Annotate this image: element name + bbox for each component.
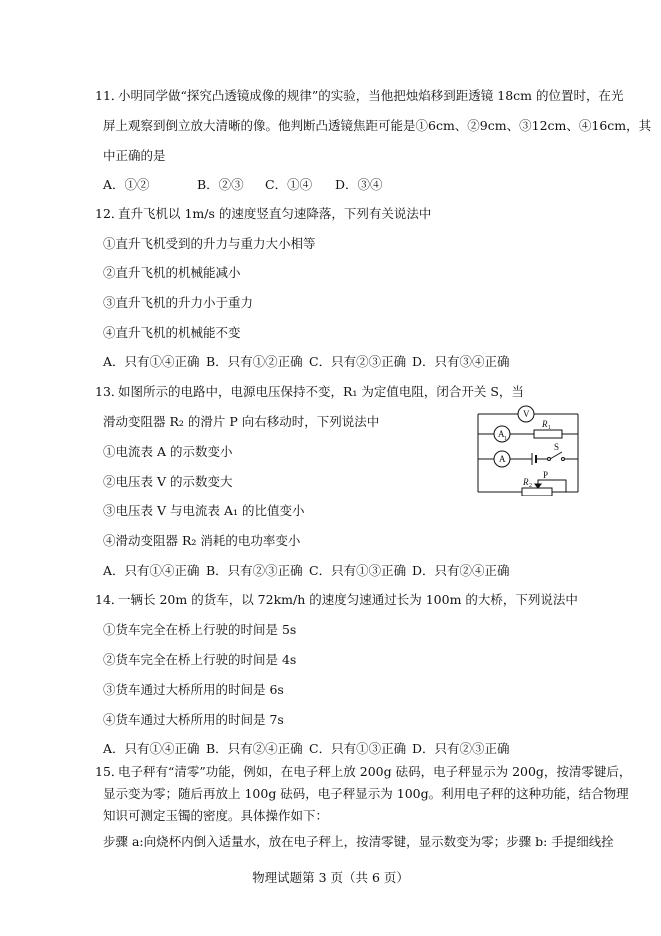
q11-choice-c: C．①④ <box>265 177 313 192</box>
q14-choice-c: C．只有①③正确 <box>309 741 407 756</box>
q13-choice-b: B．只有②③正确 <box>206 563 303 578</box>
q11-choice-b: B．②③ <box>197 177 244 192</box>
slider-arrow <box>535 484 541 488</box>
q11-choice-d: D．③④ <box>335 177 383 192</box>
q14-number: 14． <box>95 592 124 607</box>
ammeter-a1-subscript: 1 <box>504 436 507 442</box>
q15-line-4: 步骤 a:向烧杯内倒入适量水，放在电子秤上，按清零键，显示数变为零；步骤 b: 手提细线拴 <box>103 834 614 849</box>
q12-choice-c: C．只有②③正确 <box>309 354 407 369</box>
q14-item-2: ②货车完全在桥上行驶的时间是 4s <box>103 652 297 667</box>
ammeter-a-label: A <box>499 454 506 464</box>
q12-choice-a: A．只有①④正确 <box>103 354 200 369</box>
q15-number: 15． <box>95 764 124 779</box>
q13-item-4: ④滑动变阻器 R₂ 消耗的电功率变小 <box>103 533 301 548</box>
q11-choices <box>103 177 383 193</box>
q13-choice-a: A．只有①④正确 <box>103 563 200 578</box>
q13-item-3: ③电压表 V 与电流表 A₁ 的比值变小 <box>103 503 305 518</box>
q11-line-2: 屏上观察到倒立放大清晰的像。他判断凸透镜焦距可能是①6cm、②9cm、③12cm、④16cm，其 <box>103 118 652 133</box>
voltmeter-label: V <box>523 409 530 419</box>
q12-item-2: ②直升飞机的机械能减小 <box>103 265 241 280</box>
q13-choice-c: C．只有①③正确 <box>309 563 407 578</box>
resistor-r1-symbol <box>534 430 562 438</box>
q14-choice-a: A．只有①④正确 <box>103 741 200 756</box>
ammeter-a1-label: A <box>498 429 505 439</box>
q13-line-2: 滑动变阻器 R₂ 的滑片 P 向右移动时，下列说法中 <box>103 414 380 429</box>
q15-line-2: 显示变为零；随后再放上 100g 砝码，电子秤显示为 100g。利用电子秤的这种功能，结合物理 <box>103 786 629 801</box>
q12-choice-b: B．只有①②正确 <box>206 354 303 369</box>
q15-line-1: 电子秤有“清零”功能，例如，在电子秤上放 200g 砝码，电子秤显示为 200g，按清零键后， <box>118 764 632 779</box>
q11-line-1: 小明同学做“探究凸透镜成像的规律”的实验，当他把烛焰移到距透镜 18cm 的位置时，在光 <box>118 88 624 103</box>
q13-line-1: 如图所示的电路中，电源电压保持不变，R₁ 为定值电阻，闭合开关 S，当 <box>118 384 524 399</box>
q12-item-3: ③直升飞机的升力小于重力 <box>103 295 254 310</box>
slider-p-label: P <box>543 470 549 480</box>
resistor-r1-subscript: 1 <box>548 425 551 431</box>
q15-line-3: 知识可测定玉镯的密度。具体操作如下： <box>103 808 329 823</box>
q14-item-4: ④货车通过大桥所用的时间是 7s <box>103 712 284 727</box>
q14-choice-d: D．只有②③正确 <box>412 741 510 756</box>
q14-item-1: ①货车完全在桥上行驶的时间是 5s <box>103 622 297 637</box>
q11-number: 11． <box>95 88 124 103</box>
q12-item-1: ①直升飞机受到的升力与重力大小相等 <box>103 236 316 251</box>
q14-choice-b: B．只有②④正确 <box>206 741 303 756</box>
q13-choice-d: D．只有②④正确 <box>412 563 510 578</box>
q11-line-3: 中正确的是 <box>103 148 166 163</box>
rheostat-r2-symbol <box>522 488 552 496</box>
q12-choice-d: D．只有③④正确 <box>412 354 510 369</box>
q12-item-4: ④直升飞机的机械能不变 <box>103 325 241 340</box>
q14-choices <box>103 741 510 757</box>
q14-stem: 一辆长 20m 的货车，以 72km/h 的速度匀速通过长为 100m 的大桥，下列说法中 <box>118 592 578 607</box>
rheostat-r2-subscript: 2 <box>529 483 532 489</box>
q14-item-3: ③货车通过大桥所用的时间是 6s <box>103 682 284 697</box>
page-footer: 物理试题第 3 页（共 6 页） <box>252 870 409 885</box>
q13-number: 13． <box>95 384 124 399</box>
q12-stem: 直升飞机以 1m/s 的速度竖直匀速降落，下列有关说法中 <box>118 206 432 221</box>
q13-item-2: ②电压表 V 的示数变大 <box>103 474 233 489</box>
q13-item-1: ①电流表 A 的示数变小 <box>103 444 233 459</box>
q12-number: 12． <box>95 206 124 221</box>
q11-choice-a: A．①② <box>103 177 150 192</box>
rheostat-r2-label: R <box>523 477 529 487</box>
q12-choices <box>103 354 510 370</box>
switch-label: S <box>554 442 560 452</box>
resistor-r1-label: R <box>542 419 548 429</box>
q13-choices <box>103 563 510 579</box>
switch-blade <box>550 452 562 459</box>
circuit-diagram <box>472 404 584 496</box>
